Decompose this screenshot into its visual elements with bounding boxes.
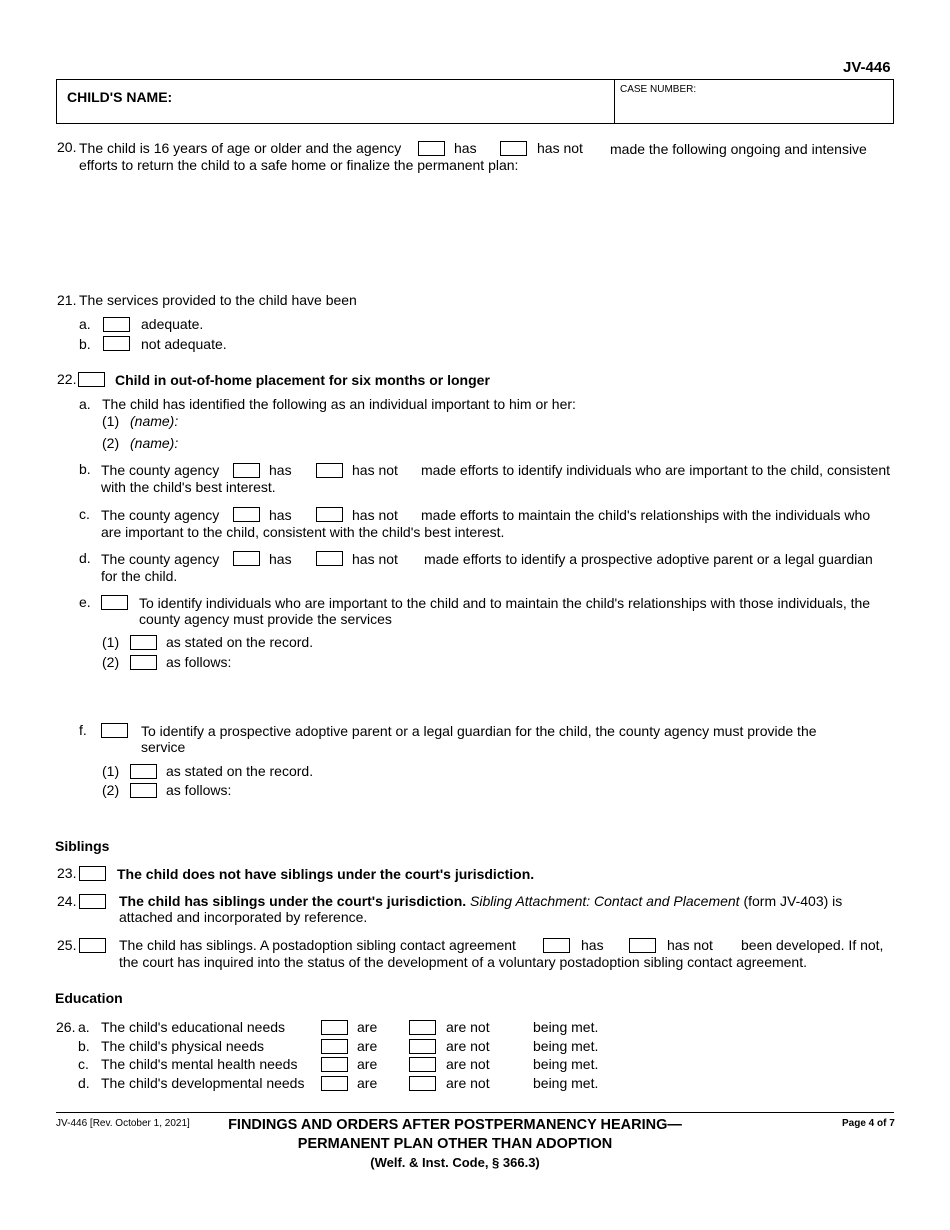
page-number: Page 4 of 7 [842, 1118, 895, 1129]
row-text: The child's developmental needs [101, 1075, 305, 1091]
checkbox-are[interactable] [321, 1057, 348, 1072]
item22d-line1-end: made efforts to identify a prospective adoptive parent or a legal guardian [424, 551, 873, 567]
sub-number: (1) [102, 413, 120, 429]
footer-citation: (Welf. & Inst. Code, § 366.3) [370, 1155, 540, 1170]
checkbox-has-not[interactable] [316, 551, 343, 566]
has-not-label: has not [352, 551, 398, 567]
checkbox-has[interactable] [233, 507, 260, 522]
checkbox-has-not[interactable] [316, 507, 343, 522]
row-text: The child's educational needs [101, 1019, 286, 1035]
has-not-label: has not [352, 462, 398, 478]
row-letter: b. [78, 1038, 90, 1054]
checkbox-has[interactable] [543, 938, 570, 953]
option-letter: f. [79, 722, 87, 738]
item22b-line1-end: made efforts to identify individuals who are important to the child, consistent [421, 462, 890, 478]
item-number: 20. [57, 139, 77, 155]
checkbox-item25[interactable] [79, 938, 106, 953]
item-number: 24. [57, 893, 77, 909]
has-label: has [581, 937, 604, 953]
option-letter: b. [79, 461, 91, 477]
option-letter: a. [79, 316, 91, 332]
are-label: are [357, 1056, 378, 1072]
form-id: JV-446 [843, 59, 891, 76]
checkbox-item23[interactable] [79, 866, 106, 881]
checkbox-has-not[interactable] [629, 938, 656, 953]
being-met-label: being met. [533, 1019, 599, 1035]
checkbox-are-not[interactable] [409, 1020, 436, 1035]
item25-line1-end: been developed. If not, [741, 937, 884, 953]
header-divider [614, 79, 615, 124]
checkbox-are-not[interactable] [409, 1057, 436, 1072]
item-number: 21. [57, 292, 77, 308]
item22c-line1-end: made efforts to maintain the child's relationships with the individuals who [421, 507, 871, 523]
option-letter: e. [79, 594, 91, 610]
item21-text: The services provided to the child have been [79, 292, 357, 308]
checkbox-has-not[interactable] [500, 141, 527, 156]
item22f-line2: service [141, 739, 186, 755]
checkbox-are[interactable] [321, 1039, 348, 1054]
section-heading-education: Education [55, 990, 123, 1006]
footer-title-line1: FINDINGS AND ORDERS AFTER POSTPERMANENCY HEARING— [228, 1117, 682, 1133]
item20-line2: efforts to return the child to a safe home or finalize the permanent plan: [79, 157, 519, 173]
option-text: not adequate. [141, 336, 227, 352]
row-letter: d. [78, 1075, 90, 1091]
item-number: 26. [56, 1019, 76, 1035]
checkbox-stated-on-record[interactable] [130, 635, 157, 650]
checkbox-adequate[interactable] [103, 317, 130, 332]
item22e-line2: county agency must provide the services [139, 611, 392, 627]
option-letter: c. [79, 506, 90, 522]
checkbox-are[interactable] [321, 1076, 348, 1091]
item22d-line2: for the child. [101, 568, 178, 584]
checkbox-item24[interactable] [79, 894, 106, 909]
item22c-line1: The county agency [101, 507, 220, 523]
checkbox-item22e[interactable] [101, 595, 128, 610]
checkbox-has[interactable] [233, 551, 260, 566]
being-met-label: being met. [533, 1075, 599, 1091]
item22f-line1: To identify a prospective adoptive parent or a legal guardian for the child, the county agency must provide the [141, 723, 817, 739]
checkbox-has-not[interactable] [316, 463, 343, 478]
has-not-label: has not [537, 140, 583, 156]
checkbox-as-follows[interactable] [130, 783, 157, 798]
checkbox-has[interactable] [233, 463, 260, 478]
are-label: are [357, 1075, 378, 1091]
footer-title-line2: PERMANENT PLAN OTHER THAN ADOPTION [297, 1136, 613, 1152]
item-number: 22. [57, 371, 77, 387]
sub-text: as follows: [166, 782, 232, 798]
option-text: adequate. [141, 316, 204, 332]
header-box [56, 79, 894, 124]
item24-line1 [119, 893, 842, 909]
sub-number: (1) [102, 634, 120, 650]
sub-number: (2) [102, 435, 120, 451]
sub-text: as follows: [166, 654, 232, 670]
item-number: 23. [57, 865, 77, 881]
name-label: (name): [130, 413, 179, 429]
item22b-line1: The county agency [101, 462, 220, 478]
are-label: are [357, 1019, 378, 1035]
sub-number: (1) [102, 763, 120, 779]
item22e-line1: To identify individuals who are important to the child and to maintain the child's relationships with those individuals, the [139, 595, 871, 611]
item22-title: Child in out-of-home placement for six months or longer [115, 372, 490, 388]
footer-rev: JV-446 [Rev. October 1, 2021] [56, 1118, 190, 1129]
item23-text: The child does not have siblings under the court's jurisdiction. [117, 866, 535, 882]
option-letter: d. [79, 550, 91, 566]
sub-text: as stated on the record. [166, 763, 314, 779]
item24-bold: The child has siblings under the court's jurisdiction. [119, 893, 467, 909]
has-label: has [454, 140, 477, 156]
row-text: The child's mental health needs [101, 1056, 298, 1072]
checkbox-are-not[interactable] [409, 1076, 436, 1091]
row-letter: a. [78, 1019, 90, 1035]
has-not-label: has not [667, 937, 713, 953]
being-met-label: being met. [533, 1038, 599, 1054]
item24-line2: attached and incorporated by reference. [119, 909, 368, 925]
option-letter: b. [79, 336, 91, 352]
being-met-label: being met. [533, 1056, 599, 1072]
are-not-label: are not [446, 1056, 490, 1072]
checkbox-are[interactable] [321, 1020, 348, 1035]
row-letter: c. [78, 1056, 89, 1072]
checkbox-as-follows[interactable] [130, 655, 157, 670]
section-heading-siblings: Siblings [55, 838, 110, 854]
footer-divider [56, 1112, 894, 1113]
child-name-label: CHILD'S NAME: [67, 89, 173, 105]
item22c-line2: are important to the child, consistent with the child's best interest. [101, 524, 505, 540]
item25-line1: The child has siblings. A postadoption sibling contact agreement [119, 937, 516, 953]
row-text: The child's physical needs [101, 1038, 264, 1054]
checkbox-are-not[interactable] [409, 1039, 436, 1054]
item20-line1: The child is 16 years of age or older and the agency [79, 140, 402, 156]
has-label: has [269, 507, 292, 523]
has-not-label: has not [352, 507, 398, 523]
item-number: 25. [57, 937, 77, 953]
checkbox-item22[interactable] [78, 372, 105, 387]
item22b-line2: with the child's best interest. [101, 479, 276, 495]
checkbox-item22f[interactable] [101, 723, 128, 738]
are-label: are [357, 1038, 378, 1054]
name-label: (name): [130, 435, 179, 451]
sub-text: as stated on the record. [166, 634, 314, 650]
item22a-text: The child has identified the following as an individual important to him or her: [102, 396, 576, 412]
sub-number: (2) [102, 782, 120, 798]
sub-number: (2) [102, 654, 120, 670]
item24-rest: (form JV-403) is [743, 893, 843, 909]
are-not-label: are not [446, 1075, 490, 1091]
are-not-label: are not [446, 1038, 490, 1054]
checkbox-stated-on-record[interactable] [130, 764, 157, 779]
checkbox-not-adequate[interactable] [103, 336, 130, 351]
item22d-line1: The county agency [101, 551, 220, 567]
form-title: Sibling Attachment: Contact and Placement [470, 893, 740, 909]
has-label: has [269, 551, 292, 567]
option-letter: a. [79, 396, 91, 412]
item20-line1-end: made the following ongoing and intensive [610, 141, 867, 157]
checkbox-has[interactable] [418, 141, 445, 156]
has-label: has [269, 462, 292, 478]
are-not-label: are not [446, 1019, 490, 1035]
item25-line2: the court has inquired into the status of the development of a voluntary postadoption sibling contact agreement. [119, 954, 807, 970]
case-number-label: CASE NUMBER: [620, 84, 697, 95]
